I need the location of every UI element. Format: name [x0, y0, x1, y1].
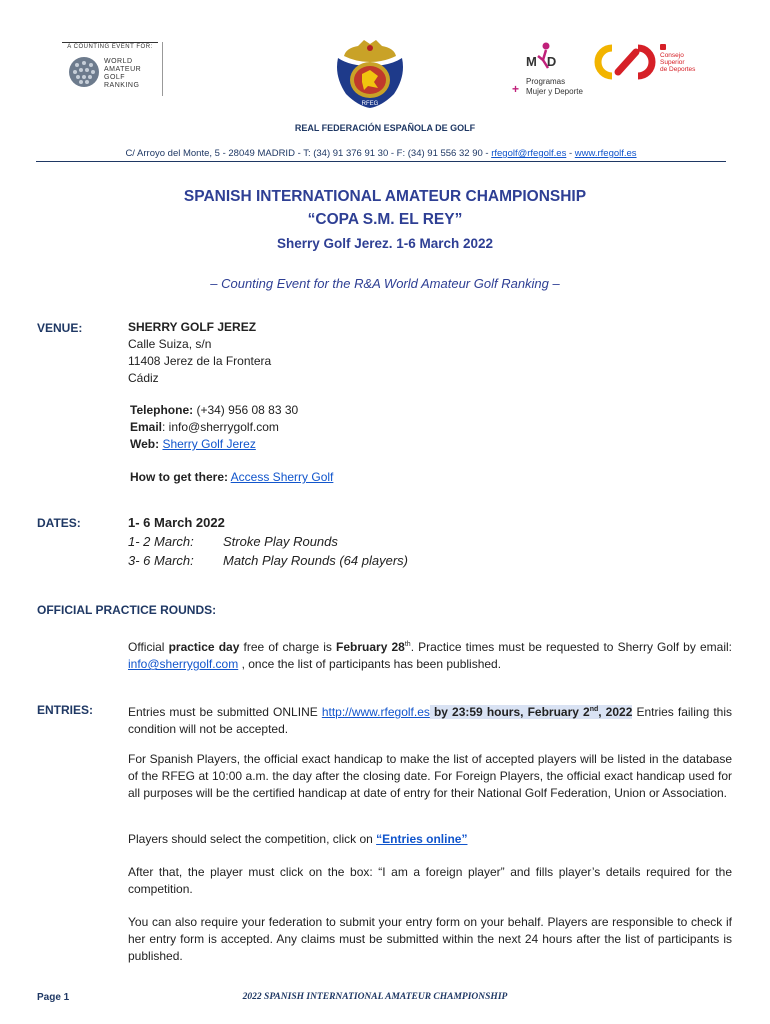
rfeg-crest-logo: [330, 36, 410, 110]
csd-line3: de Deportes: [660, 66, 696, 73]
practice-t3: . Practice times must be requested to Sherry Golf by email:: [410, 640, 732, 654]
csd-line1: Consejo: [660, 52, 684, 59]
address-email-link[interactable]: rfegolf@rfegolf.es: [491, 148, 567, 159]
practice-b1: practice day: [168, 640, 240, 654]
address-line: [36, 148, 726, 162]
dates-when: 1- 2 March:: [128, 534, 194, 549]
csd-text: [660, 52, 695, 73]
email-label: Email: [130, 420, 163, 434]
venue-block: [128, 319, 271, 387]
web-label: Web:: [130, 437, 160, 451]
telephone-label: Telephone:: [130, 403, 194, 417]
wagr-badge: [62, 42, 163, 96]
entries-p2: For Spanish Players, the official exact handicap to make the list of accepted players will be listed in the database of the RFEG at 10:00 a.m. the day after the closing date. For Foreign Players, the official exact handicap used for all purposes will be the certified handicap at date of entry for their National Golf Federation, Union or Association.: [128, 752, 732, 800]
web-link[interactable]: Sherry Golf Jerez: [162, 437, 256, 451]
csd-line2: Superior: [660, 59, 685, 66]
venue-label: VENUE:: [37, 321, 83, 335]
entries-deadline-b1: by 23:59 hours, February 2: [429, 705, 590, 719]
dates-row: [128, 551, 408, 570]
title-line3: Sherry Golf Jerez. 1-6 March 2022: [276, 236, 494, 251]
venue-address-line: Cádiz: [128, 371, 159, 385]
title-line2: “COPA S.M. EL REY”: [307, 211, 463, 228]
practice-t4: , once the list of participants has been published.: [238, 657, 502, 671]
entries-p4: After that, the player must click on the box: “I am a foreign player” and fills player’s details required for the competition.: [128, 865, 732, 896]
footer-page: Page 1: [37, 992, 70, 1003]
practice-t1: Official: [128, 640, 169, 654]
practice-b2: February 28: [336, 640, 405, 654]
address-separator: -: [568, 148, 573, 159]
venue-address-line: Calle Suiza, s/n: [128, 337, 212, 351]
howto-row: [130, 469, 333, 486]
practice-email-link[interactable]: info@sherrygolf.com: [128, 657, 239, 671]
venue-name: SHERRY GOLF JEREZ: [128, 320, 257, 334]
dates-block: [128, 513, 408, 570]
venue-address-line: 11408 Jerez de la Frontera: [128, 354, 272, 368]
entries-p1-t2: Entries failing this condition will not be accepted.: [128, 705, 732, 736]
entries-deadline: [430, 705, 633, 719]
telephone-value: (+34) 956 08 83 30: [193, 403, 299, 417]
dates-label: DATES:: [37, 516, 81, 530]
dates-what: Match Play Rounds (64 players): [223, 553, 408, 568]
entries-p3-text: Players should select the competition, click on: [128, 832, 377, 846]
entries-p1: [128, 701, 732, 738]
practice-sup: th: [404, 641, 411, 648]
md-plus-icon: +: [512, 82, 520, 96]
md-logo-text: MD: [526, 54, 567, 69]
entries-online-link[interactable]: http://www.rfegolf.es: [321, 705, 430, 719]
practice-label: OFFICIAL PRACTICE ROUNDS:: [37, 603, 217, 617]
wagr-line: WORLD: [104, 58, 133, 65]
entries-deadline-b2: , 2022: [598, 705, 633, 719]
telephone-row: [130, 402, 333, 419]
wagr-lines: [104, 58, 141, 90]
wagr-line: AMATEUR: [104, 66, 142, 73]
mujer-deporte-logo: [512, 42, 596, 100]
practice-t2: free of charge is: [239, 640, 337, 654]
golf-ball-icon: [68, 56, 100, 88]
wagr-top-text: A COUNTING EVENT FOR:: [62, 42, 158, 50]
entries-label: ENTRIES:: [37, 703, 94, 717]
wagr-line: GOLF: [104, 74, 126, 81]
md-line2: Mujer y Deporte: [526, 87, 583, 96]
address-text: C/ Arroyo del Monte, 5 - 28049 MADRID - T: (34) 91 376 91 30 - F: (34) 91 556 32 90 -: [125, 148, 489, 159]
web-row: [130, 436, 333, 453]
counting-event: – Counting Event for the R&A World Amateur Golf Ranking –: [210, 276, 560, 291]
csd-logo: [594, 44, 704, 84]
csd-mark-icon: [594, 44, 658, 80]
howto-link[interactable]: Access Sherry Golf: [230, 470, 334, 484]
entries-p1-t1: Entries must be submitted ONLINE: [128, 705, 322, 719]
email-value: : info@sherrygolf.com: [162, 420, 279, 434]
entries-p3: [128, 831, 732, 848]
venue-contact: [130, 402, 333, 486]
federation-name: REAL FEDERACIÓN ESPAÑOLA DE GOLF: [294, 123, 476, 133]
crest-text: RFEG: [361, 101, 379, 107]
entries-deadline-sup: nd: [589, 706, 599, 713]
title-line1: SPANISH INTERNATIONAL AMATEUR CHAMPIONSHIP: [183, 188, 587, 205]
entries-online-button[interactable]: “Entries online”: [376, 832, 468, 846]
email-row: [130, 419, 333, 436]
wagr-line: RANKING: [104, 82, 140, 89]
dates-heading: 1- 6 March 2022: [128, 515, 225, 530]
dates-row: [128, 532, 408, 551]
practice-paragraph: [128, 636, 732, 673]
dates-what: Stroke Play Rounds: [223, 534, 338, 549]
entries-p5: You can also require your federation to submit your entry form on your behalf. Players are responsible to check if her entry form is accepted. Any claims must be submitted within the next 24 hours after the list of participants is published.: [128, 915, 732, 963]
address-web-link[interactable]: www.rfegolf.es: [574, 148, 637, 159]
howto-label: How to get there:: [130, 470, 228, 484]
dates-when: 3- 6 March:: [128, 553, 194, 568]
csd-crown-icon: [660, 44, 666, 50]
footer-title: 2022 SPANISH INTERNATIONAL AMATEUR CHAMPIONSHIP: [242, 992, 508, 1002]
md-line1: Programas: [526, 77, 566, 86]
